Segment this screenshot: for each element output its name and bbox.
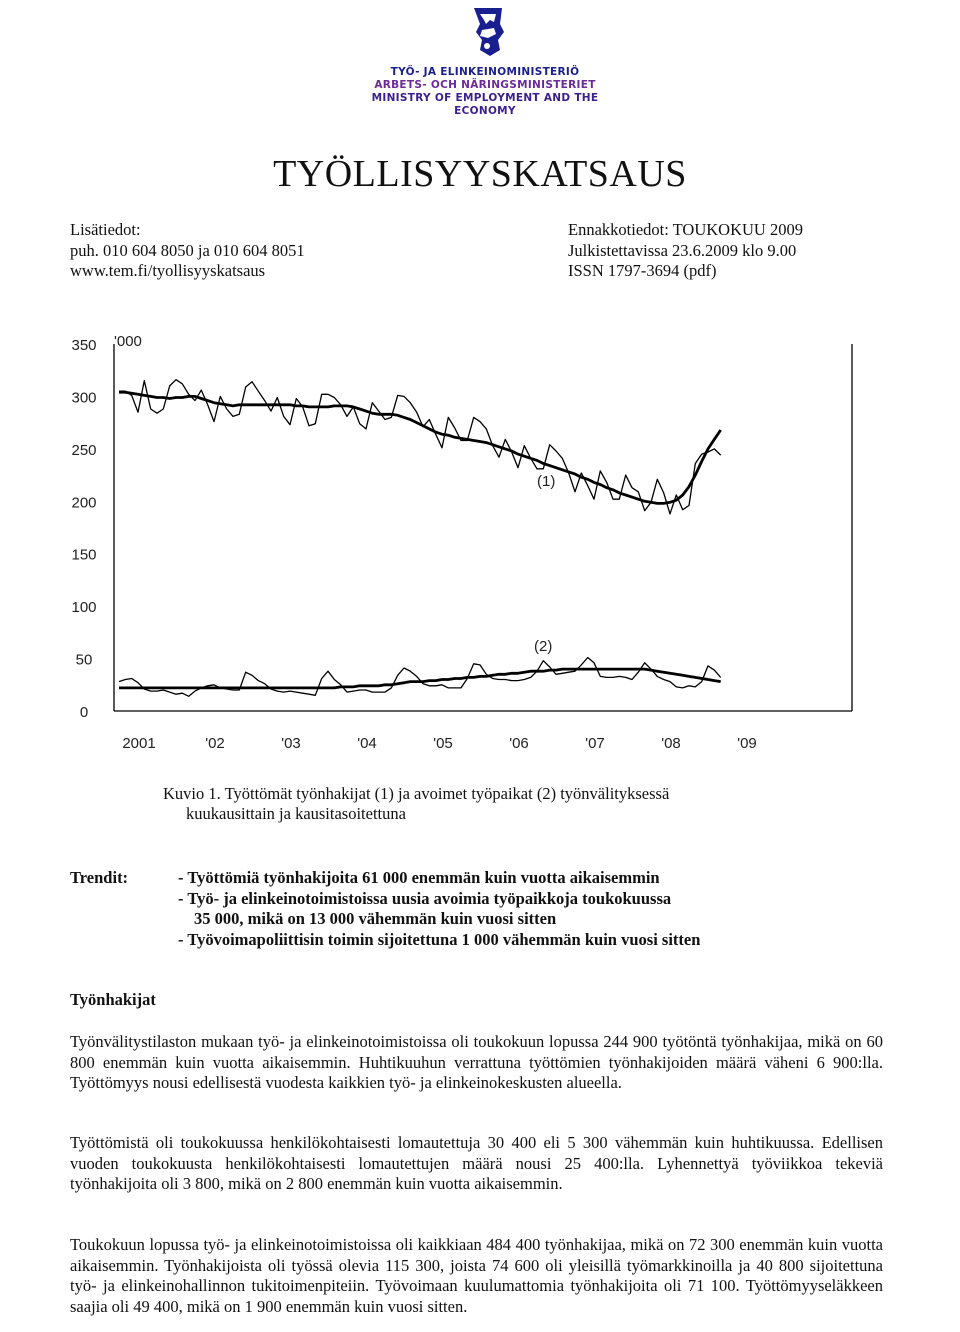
- x-tick-label: '04: [357, 735, 377, 752]
- y-tick-label: 150: [71, 546, 97, 564]
- y-tick-label: 350: [71, 337, 97, 354]
- y-tick-label: 0: [79, 704, 89, 721]
- y-tick-label: 100: [71, 599, 97, 617]
- x-tick-label: '08: [661, 735, 681, 752]
- ministry-name-fi: TYÖ- JA ELINKEINOMINISTERIÖ: [390, 66, 580, 78]
- figure-caption: Kuvio 1. Työttömät työnhakijat (1) ja avoimet työpaikat (2) työnvälityksessä: [163, 784, 670, 803]
- trends-list: [178, 868, 700, 950]
- x-tick-label: '06: [509, 735, 529, 752]
- trends-label: Trendit:: [70, 868, 129, 887]
- series-label-1: (1): [537, 473, 556, 490]
- trend-item: - Työttömiä työnhakijoita 61 000 enemmän kuin vuotta aikaisemmin: [178, 868, 660, 887]
- contact-website: www.tem.fi/tyollisyyskatsaus: [70, 261, 266, 280]
- ministry-logo: [350, 4, 620, 117]
- contact-phone: puh. 010 604 8050 ja 010 604 8051: [70, 240, 305, 260]
- y-tick-label: 200: [71, 494, 97, 512]
- lion-crest-icon: [460, 4, 516, 60]
- x-tick-labels: [122, 735, 756, 752]
- unemployment-chart: [0, 318, 960, 778]
- figure-caption-cont: kuukausittain ja kausitasoitettuna: [186, 804, 406, 823]
- y-tick-labels: [71, 337, 96, 721]
- paragraph: Toukokuun lopussa työ- ja elinkeinotoimistoissa oli kaikkiaan 484 400 työnhakijaa, mikä on 72 300 enemmän kuin vuotta aikaisemmin. Työnhakijoista oli työssä olevia 115 300, joista 74 600 oli yleisillä työmarkkinoilla ja 40 800 sijoitettuna työ- ja elinkeinohallinnon tukitoimenpiteiin. Työvoimaan kuulumattomia työnhakijoita oli 71 100. Työttömyyseläkkeen saajia oli 49 400, mikä on 1 900 enemmän kuin vuosi sitten.: [70, 1235, 883, 1316]
- contact-label: Lisätiedot:: [70, 220, 141, 239]
- contact-info: [70, 220, 305, 282]
- x-tick-label: 2001: [122, 735, 156, 752]
- paragraph: Työttömistä oli toukokuussa henkilökohtaisesti lomautettuja 30 400 eli 5 300 vähemmän kuin huhtikuussa. Edellisen vuoden toukokuusta henkilökohtaisesti lomautettujen määrä nousi 25 400:lla. Lyhennettyä työviikkoa tekeviä työnhakijoita oli 3 800, mikä on 2 800 enemmän kuin vuotta aikaisemmin.: [70, 1133, 883, 1193]
- x-tick-label: '05: [433, 735, 453, 752]
- ministry-name-en: MINISTRY OF EMPLOYMENT AND THE ECONOMY: [371, 92, 599, 117]
- x-tick-label: '09: [737, 735, 757, 752]
- section-heading: Työnhakijat: [70, 990, 156, 1009]
- trend-item: - Työvoimapoliittisin toimin sijoitettuna 1 000 vähemmän kuin vuosi sitten: [178, 929, 701, 949]
- ministry-name: [350, 66, 620, 118]
- paragraph: Työnvälitystilaston mukaan työ- ja elinkeinotoimistoissa oli toukokuun lopussa 244 900 työtöntä työnhakijaa, mikä on 60 800 enemmän kuin vuotta aikaisemmin. Huhtikuuhun verrattuna työttömien työnhakijoiden määrä väheni 6 900:lla. Työttömyys nousi edellisestä vuodesta kaikkien työ- ja elinkeinokeskusten alueella.: [70, 1032, 883, 1092]
- y-unit-label: '000: [114, 333, 142, 350]
- issn: ISSN 1797-3694 (pdf): [568, 261, 717, 280]
- publication-info: [568, 220, 803, 282]
- y-tick-label: 300: [71, 389, 97, 407]
- x-tick-label: '03: [281, 735, 301, 752]
- monthly-line-series-2: [119, 658, 721, 697]
- chart-series: [119, 380, 721, 697]
- trend-item: 35 000, mikä on 13 000 vähemmän kuin vuosi sitten: [194, 909, 557, 928]
- x-tick-label: '02: [205, 735, 225, 752]
- ministry-name-sv: ARBETS- OCH NÄRINGSMINISTERIET: [374, 79, 596, 91]
- preliminary-data-label: Ennakkotiedot: TOUKOKUU 2009: [568, 220, 803, 239]
- x-tick-label: '07: [585, 735, 605, 752]
- y-tick-label: 50: [75, 651, 93, 669]
- release-date: Julkistettavissa 23.6.2009 klo 9.00: [568, 240, 797, 260]
- series-label-2: (2): [534, 638, 553, 655]
- y-tick-label: 250: [71, 441, 97, 459]
- trend-item: - Työ- ja elinkeinotoimistoissa uusia avoimia työpaikkoja toukokuussa: [178, 888, 672, 908]
- page-title: TYÖLLISYYSKATSAUS: [273, 153, 687, 195]
